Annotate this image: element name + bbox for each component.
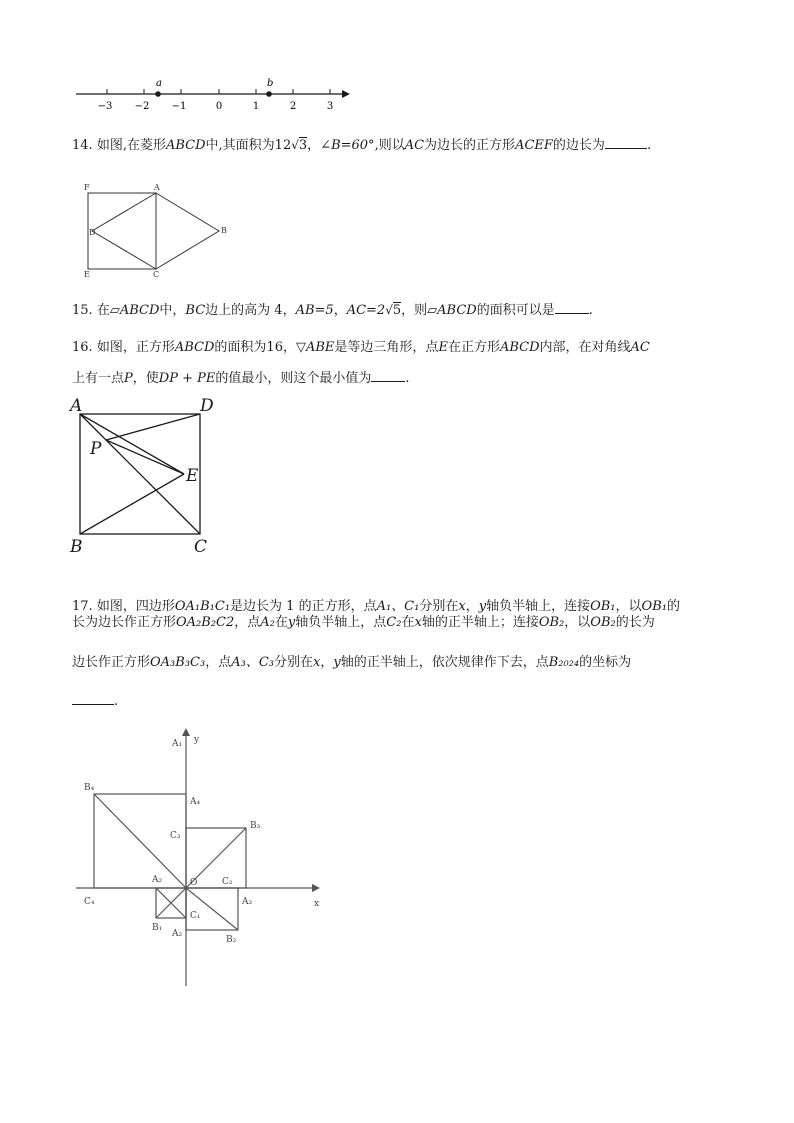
q16-figure <box>66 394 226 558</box>
tick-label: 2 <box>289 101 297 112</box>
svg-text:A₂: A₂ <box>172 929 183 939</box>
svg-text:D: D <box>200 396 214 416</box>
svg-text:B: B <box>70 537 83 557</box>
svg-text:C₁: C₁ <box>190 911 201 921</box>
question-17-line-1: 17. 如图，四边形OA₁B₁C₁是边长为 1 的正方形，点A₁、C₁分别在x，y轴负半轴上，连接OB₁，以OB₁的 <box>72 599 680 614</box>
svg-text:A: A <box>154 183 160 192</box>
svg-text:A₁: A₁ <box>172 739 183 749</box>
svg-text:C₂: C₂ <box>222 877 233 887</box>
svg-text:E: E <box>84 270 90 279</box>
q15-number: 15. <box>72 303 93 318</box>
question-17-line-3: 边长作正方形OA₃B₃C₃，点A₃、C₃分别在x，y轴的正半轴上，依次规律作下去，点B₂₀₂₄的坐标为 <box>72 655 632 670</box>
q16-number: 16. <box>72 340 93 355</box>
q17-figure <box>76 728 336 990</box>
q17-number: 17. <box>72 599 93 614</box>
tick-label: −2 <box>134 101 150 112</box>
svg-text:A₄: A₄ <box>190 797 201 807</box>
tick-label: −1 <box>171 101 187 112</box>
svg-text:F: F <box>84 183 90 192</box>
svg-text:B₄: B₄ <box>84 783 95 793</box>
question-16-line-1: 16. 如图，正方形ABCD的面积为16，▽ABE是等边三角形，点E在正方形ABCD内部，在对角线AC <box>72 340 650 355</box>
svg-text:B₃: B₃ <box>250 821 261 831</box>
tick-label: −3 <box>97 101 113 112</box>
svg-text:C₃: C₃ <box>170 831 181 841</box>
svg-text:C₄: C₄ <box>84 897 95 907</box>
svg-text:B₁: B₁ <box>152 923 163 933</box>
label-b: b <box>267 78 274 89</box>
svg-text:D: D <box>89 228 96 237</box>
tick-label: 1 <box>252 101 260 112</box>
label-a: a <box>156 78 162 89</box>
svg-text:C: C <box>194 537 208 557</box>
svg-text:O: O <box>190 878 198 888</box>
svg-text:P: P <box>90 439 102 459</box>
tick-label: 0 <box>215 101 223 112</box>
svg-text:y: y <box>194 735 200 745</box>
svg-text:A: A <box>70 396 83 416</box>
svg-text:B: B <box>221 226 227 235</box>
answer-blank[interactable] <box>555 301 589 314</box>
point-b <box>266 91 272 97</box>
q14-figure <box>80 180 240 280</box>
q14-number: 14. <box>72 138 93 153</box>
point-a <box>155 91 161 97</box>
question-16-line-2: 上有一点P，使DP + PE的值最小，则这个最小值为 . <box>72 371 410 386</box>
number-line-figure <box>70 72 360 114</box>
svg-text:C: C <box>153 270 160 279</box>
question-17-line-4: . <box>72 692 118 711</box>
question-17-line-2: 长为边长作正方形OA₂B₂C2，点A₂在y轴负半轴上，点C₂在x轴的正半轴上；连接OB₂，以OB₂的长为 <box>72 615 655 630</box>
svg-text:B₂: B₂ <box>226 935 237 945</box>
answer-blank[interactable] <box>371 369 405 382</box>
question-14-text: 14. 如图,在菱形ABCD中,其面积为12√3，∠B=60°,则以AC为边长的正方形ACEF的边长为 . <box>72 138 652 153</box>
svg-text:A₃: A₃ <box>242 897 253 907</box>
svg-text:E: E <box>186 466 199 486</box>
svg-text:x: x <box>314 899 320 909</box>
tick-label: 3 <box>326 101 334 112</box>
answer-blank[interactable] <box>72 692 114 705</box>
answer-blank[interactable] <box>605 136 647 149</box>
svg-text:A₂: A₂ <box>152 875 163 885</box>
question-15-text: 15. 在▱ABCD中，BC边上的高为 4，AB=5，AC=2√5，则▱ABCD的面积可以是 . <box>72 303 593 318</box>
